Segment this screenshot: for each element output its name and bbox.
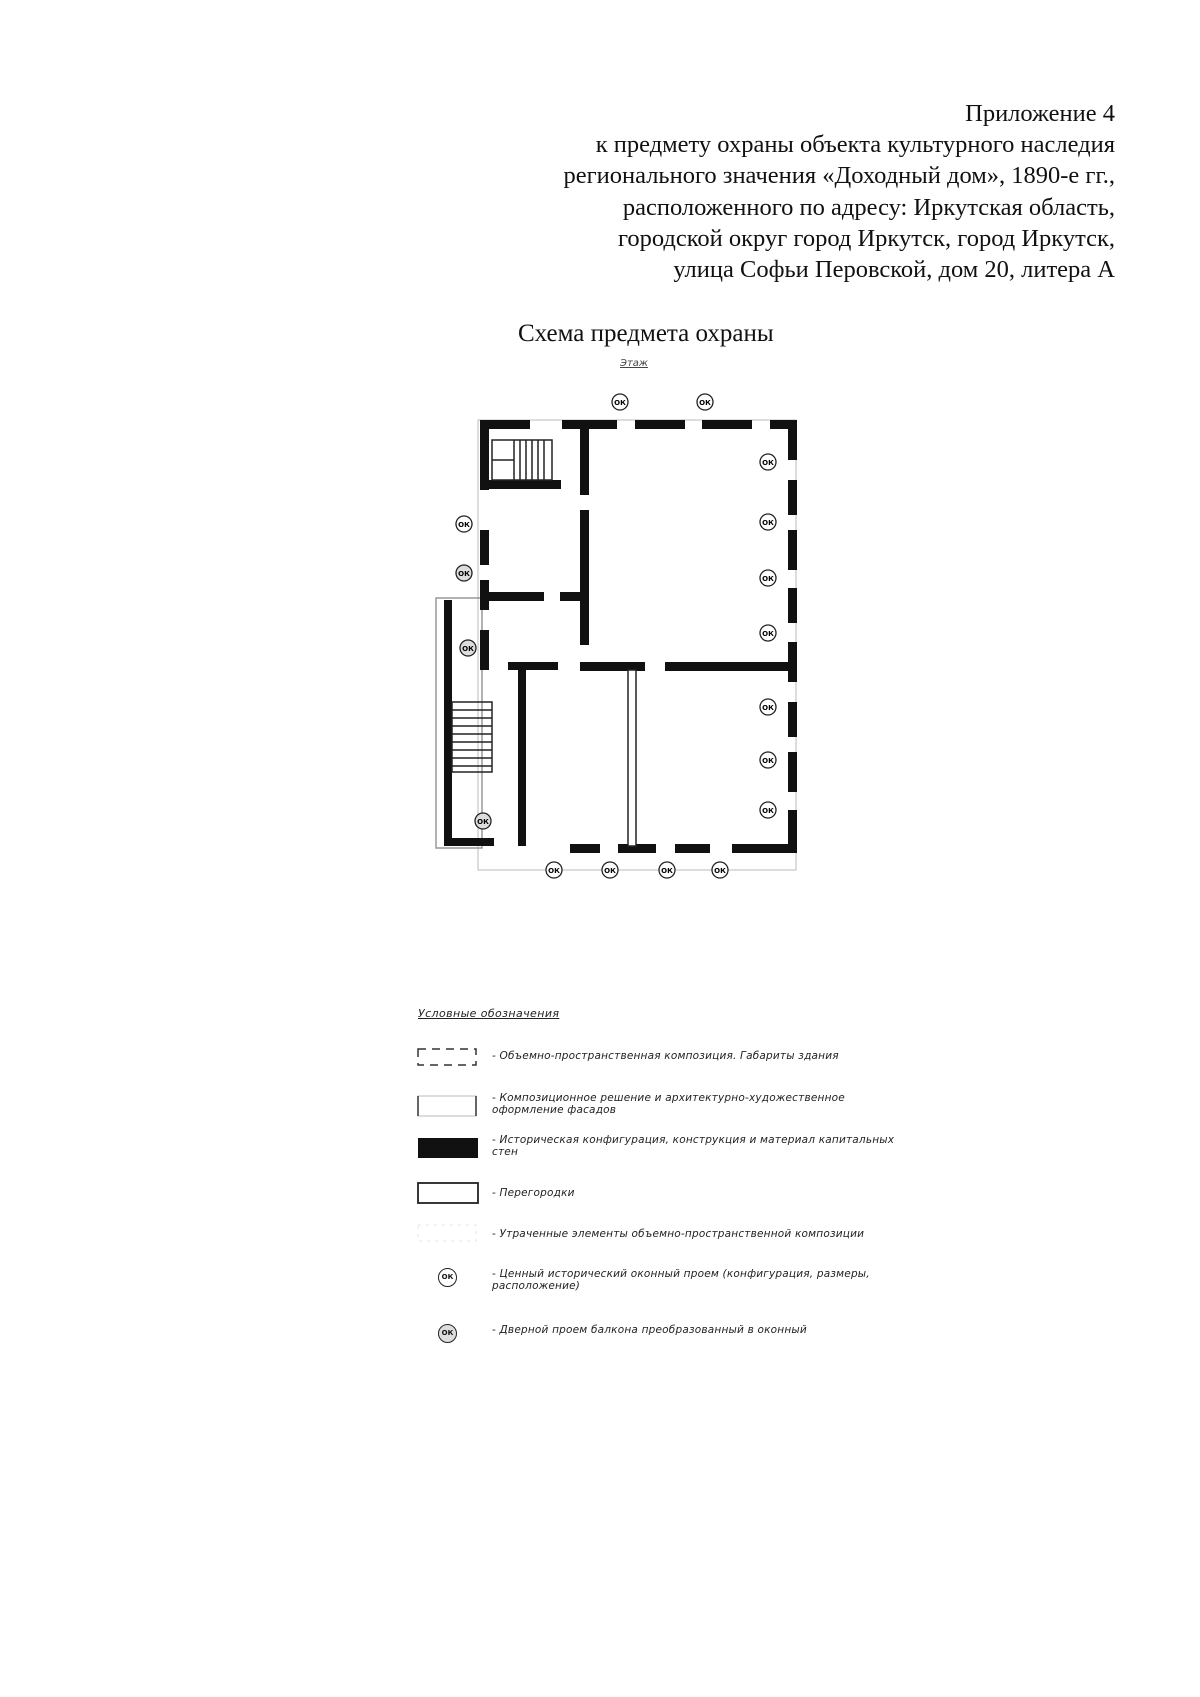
svg-text:ОК: ОК: [762, 630, 774, 638]
svg-text:ОК: ОК: [762, 459, 774, 467]
window-mark-icon: [760, 699, 776, 715]
window-mark-icon: [475, 813, 491, 829]
window-mark-icon: [712, 862, 728, 878]
window-mark-icon: [659, 862, 675, 878]
header-line: городской округ город Иркутск, город Иркутск,: [617, 224, 1115, 252]
window-mark-icon: [760, 454, 776, 470]
scheme-title: Схема предмета охраны: [518, 320, 774, 347]
window-mark-icon: ОК: [438, 1268, 457, 1287]
svg-text:ОК: ОК: [714, 867, 726, 875]
lower-staircase: [452, 702, 492, 772]
legend-title: Условные обозначения: [418, 1007, 560, 1020]
legend-item: - Историческая конфигурация, конструкция и материал капитальных стен: [492, 1134, 895, 1158]
svg-text:ОК: ОК: [762, 807, 774, 815]
partition-wall: [628, 670, 636, 846]
header-line: к предмету охраны объекта культурного наследия: [595, 131, 1115, 159]
annex-outline: [436, 598, 482, 848]
window-mark-icon: [456, 516, 472, 532]
svg-text:ОК: ОК: [762, 519, 774, 527]
floor-label: Этаж: [620, 358, 648, 369]
svg-text:ОК: ОК: [548, 867, 560, 875]
window-mark-icon: [456, 565, 472, 581]
window-mark-icon: [760, 752, 776, 768]
window-mark-icon: [760, 802, 776, 818]
floor-plan: [458, 358, 850, 900]
svg-text:ОК: ОК: [762, 575, 774, 583]
legend-item: - Объемно-пространственная композиция. Габариты здания: [492, 1050, 839, 1062]
svg-text:ОК: ОК: [462, 645, 474, 653]
legend-symbol-dashed: [416, 1046, 480, 1068]
legend-item: - Дверной проем балкона преобразованный в оконный: [492, 1324, 807, 1336]
svg-text:ОК: ОК: [458, 570, 470, 578]
header-line: регионального значения «Доходный дом», 1890-е гг.,: [563, 162, 1115, 190]
legend-symbol-facade: [416, 1093, 480, 1119]
svg-text:ОК: ОК: [604, 867, 616, 875]
balcony-window-mark-icon: ОК: [438, 1324, 457, 1343]
svg-text:ОК: ОК: [458, 521, 470, 529]
appendix-number: Приложение 4: [965, 100, 1115, 127]
capital-walls: [444, 420, 797, 853]
header-line: расположенного по адресу: Иркутская область,: [622, 193, 1115, 221]
svg-text:ОК: ОК: [762, 704, 774, 712]
window-mark-icon: [602, 862, 618, 878]
legend-item: - Утраченные элементы объемно-пространственной композиции: [492, 1228, 865, 1240]
header-line: улица Софьи Перовской, дом 20, литера А: [673, 256, 1115, 284]
legend-symbol-partition: [416, 1180, 480, 1206]
legend-symbol-lost-elements: [416, 1222, 480, 1244]
window-marks: [456, 394, 776, 878]
upper-staircase: [492, 440, 552, 480]
legend-item: - Перегородки: [492, 1187, 575, 1199]
svg-text:ОК: ОК: [661, 867, 673, 875]
window-mark-icon: [760, 514, 776, 530]
legend-item: - Композиционное решение и архитектурно-художественное оформление фасадов: [492, 1092, 845, 1116]
window-mark-icon: [760, 625, 776, 641]
appendix-header: [355, 98, 1115, 285]
svg-text:ОК: ОК: [614, 399, 626, 407]
svg-text:ОК: ОК: [699, 399, 711, 407]
svg-text:ОК: ОК: [762, 757, 774, 765]
window-mark-icon: [760, 570, 776, 586]
window-mark-icon: [460, 640, 476, 656]
legend-item: - Ценный исторический оконный проем (конфигурация, размеры, расположение): [492, 1268, 870, 1292]
window-mark-icon: [612, 394, 628, 410]
legend-symbol-capital-wall: [416, 1135, 480, 1161]
svg-text:ОК: ОК: [477, 818, 489, 826]
window-mark-icon: [697, 394, 713, 410]
window-mark-icon: [546, 862, 562, 878]
